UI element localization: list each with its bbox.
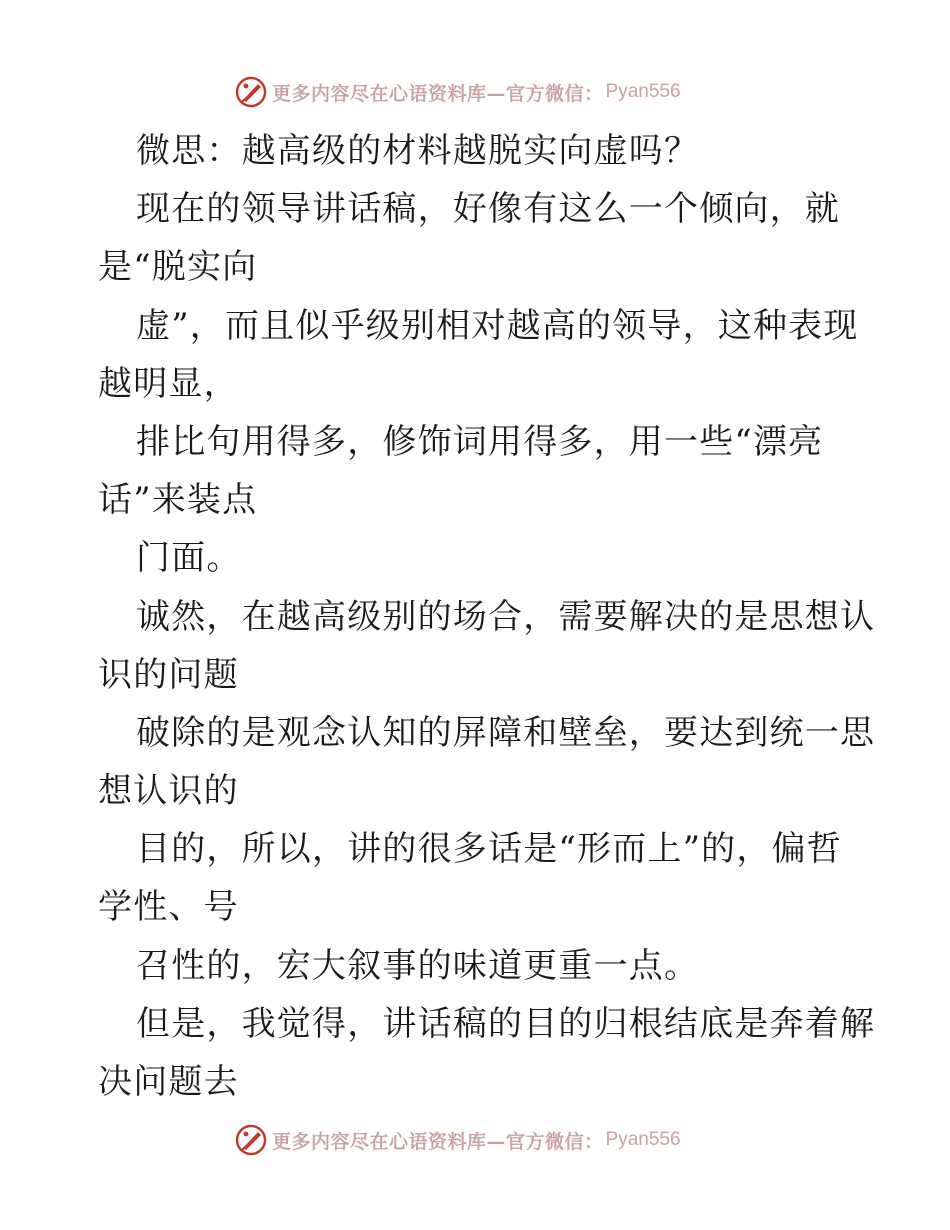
text-line: 越明显，	[98, 363, 239, 404]
text-line: 现在的领导讲话稿，好像有这么一个倾向，就	[136, 189, 840, 230]
text-line: 门面。	[136, 538, 242, 579]
watermark-text: 更多内容尽在心语资料库—官方微信：	[272, 1130, 604, 1153]
text-line: 虚”，而且似乎级别相对越高的领导，这种表现	[136, 305, 859, 346]
text-line: 但是，我觉得，讲话稿的目的归根结底是奔着解	[136, 1003, 876, 1044]
watermark-banner-top	[234, 72, 681, 112]
paragraph-title-line: 微思：越高级的材料越脱实向虚吗？	[136, 131, 700, 171]
text-line: 识的问题	[98, 654, 239, 695]
text-line: 学性、号	[98, 887, 239, 928]
text-line: 诚然，在越高级别的场合，需要解决的是思想认	[136, 596, 876, 637]
text-line: 想认识的	[98, 771, 239, 812]
text-line: 排比句用得多，修饰词用得多，用一些“漂亮	[136, 421, 824, 462]
text-line: 目的，所以，讲的很多话是“形而上”的，偏哲	[136, 829, 842, 870]
quill-pen-logo-icon	[234, 1123, 268, 1157]
quill-pen-logo-icon	[234, 75, 268, 109]
watermark-banner-bottom	[234, 1120, 681, 1160]
text-line: 话”来装点	[98, 480, 258, 521]
text-line: 决问题去	[98, 1062, 239, 1102]
text-line: 是“脱实向	[98, 247, 258, 288]
watermark-wechat-id: Pyan556	[605, 81, 681, 102]
text-line: 召性的，宏大叙事的味道更重一点。	[136, 945, 700, 986]
text-line: 破除的是观念认知的屏障和壁垒，要达到统一思	[136, 712, 876, 753]
watermark-text: 更多内容尽在心语资料库—官方微信：	[272, 82, 604, 105]
document-body	[98, 122, 876, 1111]
watermark-wechat-id: Pyan556	[605, 1129, 681, 1150]
